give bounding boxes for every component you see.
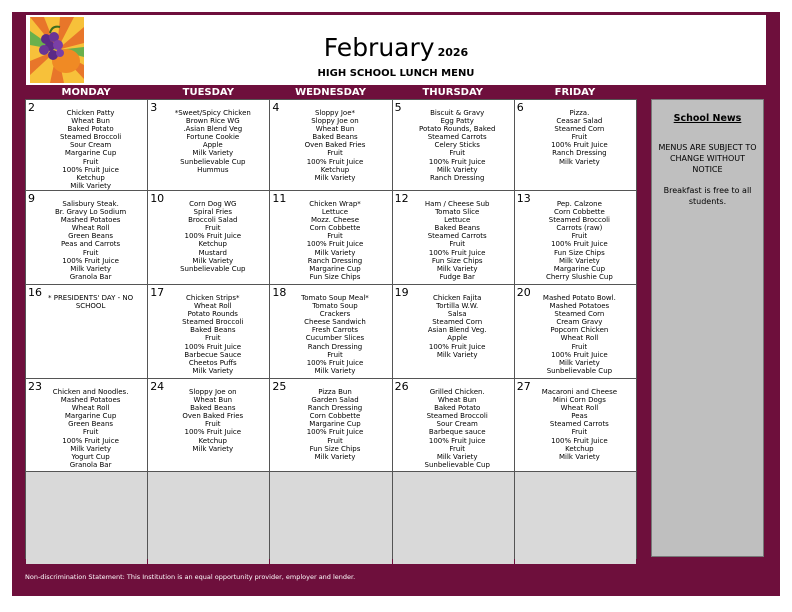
menu-item: Milk Variety: [70, 444, 111, 453]
menu-item: 100% Fruit Juice: [306, 240, 364, 249]
menu-item: Margarine Cup: [553, 264, 606, 273]
menu-item: Sour Cream: [69, 141, 112, 150]
menu-item: 100% Fruit Juice: [62, 165, 119, 174]
menu-list: [36, 388, 145, 469]
menu-item: Ranch Dressing: [307, 404, 363, 413]
menu-list: [280, 294, 389, 375]
menu-item: Pizza Bun: [318, 388, 352, 396]
menu-item: Steamed Broccoli: [548, 216, 611, 225]
menu-item: Sunbelievable Cup: [546, 366, 613, 375]
menu-item: Ranch Dressing: [307, 342, 363, 351]
menu-item: 100% Fruit Juice: [428, 342, 486, 351]
menu-list: [158, 109, 267, 174]
menu-item: 100% Fruit Juice: [428, 157, 486, 166]
menu-item: Margarine Cup: [64, 149, 117, 158]
day-number: 13: [516, 192, 531, 205]
day-cell: [270, 100, 391, 190]
menu-item: Crackers: [319, 310, 351, 319]
day-number: 11: [272, 192, 287, 205]
menu-item: Wheat Bun: [193, 396, 233, 405]
day-cell: [393, 379, 514, 471]
menu-item: Ranch Dressing: [429, 173, 485, 182]
menu-item: Fresh Carrots: [311, 326, 359, 335]
menu-item: Fruit: [82, 157, 99, 166]
day-number: 2: [28, 101, 35, 114]
menu-item: Mashed Potatoes: [60, 216, 121, 225]
menu-item: Green Beans: [68, 420, 114, 429]
menu-item: Fun Size Chips: [309, 272, 361, 281]
menu-item: Ham / Cheese Sub: [424, 200, 490, 208]
menu-item: Steamed Carrots: [427, 133, 487, 142]
menu-item: Mashed Potatoes: [60, 396, 121, 405]
menu-item: Milk Variety: [314, 173, 356, 182]
menu-item: Oven Baked Fries: [304, 141, 366, 150]
menu-item: Wheat Bun: [71, 117, 110, 126]
menu-item: *Sweet/Spicy Chicken: [174, 109, 251, 117]
day-number: 24: [150, 380, 165, 393]
menu-item: Steamed Corn: [554, 125, 605, 134]
menu-item: Lettuce: [321, 208, 349, 217]
menu-item: Cherry Slushie Cup: [545, 272, 613, 281]
menu-item: Tortilla W.W.: [436, 302, 479, 311]
menu-list: [36, 109, 145, 190]
menu-item: Salisbury Steak.: [62, 200, 119, 208]
menu-item: Potato Rounds: [187, 310, 238, 319]
menu-list: [158, 388, 267, 453]
menu-item: Milk Variety: [70, 181, 111, 190]
menu-item: Milk Variety: [70, 264, 111, 273]
menu-item: Tomato Soup: [312, 302, 358, 311]
menu-item: Baked Potato: [434, 404, 481, 413]
menu-item: Milk Variety: [314, 366, 356, 375]
menu-item: Wheat Roll: [560, 404, 599, 413]
menu-item: 100% Fruit Juice: [306, 157, 364, 166]
news-title: School News: [673, 113, 742, 124]
day-number: 16: [28, 286, 42, 299]
day-cell: [26, 379, 147, 471]
menu-item: Wheat Bun: [437, 396, 477, 405]
menu-list: [525, 294, 634, 375]
menu-item: Fun Size Chips: [554, 248, 605, 257]
menu-item: Sour Cream: [436, 420, 478, 429]
menu-item: Mashed Potato Bowl.: [542, 294, 616, 302]
empty-day-cell: [393, 472, 514, 564]
day-cell: [515, 379, 636, 471]
menu-item: Yogurt Cup: [71, 452, 110, 461]
menu-item: Carrots (raw): [556, 224, 603, 233]
menu-item: Granola Bar: [69, 272, 112, 281]
menu-item: Milk Variety: [559, 358, 600, 367]
menu-item: Broccoli Salad: [188, 216, 238, 225]
menu-item: Fun Size Chips: [431, 256, 483, 265]
menu-item: Mini Corn Dogs: [552, 396, 606, 405]
menu-item: Fortune Cookie: [186, 133, 240, 142]
menu-item: Green Beans: [68, 232, 114, 241]
menu-item: Milk Variety: [559, 256, 600, 265]
menu-item: Corn Cobbette: [554, 208, 605, 217]
menu-item: Baked Beans: [434, 224, 480, 233]
day-cell: [515, 100, 636, 190]
menu-item: Steamed Broccoli: [426, 412, 488, 421]
menu-item: Chicken and Noodles.: [52, 388, 129, 396]
menu-item: Cheese Sandwich: [304, 318, 366, 327]
menu-item: SCHOOL: [75, 302, 106, 311]
menu-item: Milk Variety: [192, 444, 234, 453]
menu-item: Sloppy Joe*: [314, 109, 356, 117]
menu-item: Milk Variety: [559, 452, 600, 461]
menu-item: Oven Baked Fries: [182, 412, 244, 421]
menu-item: Wheat Roll: [193, 302, 232, 311]
day-number: 6: [516, 101, 524, 114]
menu-item: Cheetos Puffs: [188, 358, 237, 367]
menu-item: Sloppy Joe on: [311, 117, 359, 126]
menu-item: Fruit: [327, 232, 343, 241]
day-number: 25: [272, 380, 287, 393]
day-number: 19: [394, 286, 409, 299]
menu-item: Sunbelievable Cup: [424, 460, 490, 469]
menu-item: 100% Fruit Juice: [306, 428, 364, 437]
menu-item: Barbecue Sauce: [184, 350, 242, 359]
day-number: 5: [394, 101, 402, 114]
menu-item: Ketchup: [320, 165, 350, 174]
menu-item: Peas: [571, 412, 588, 421]
menu-item: Baked Beans: [190, 404, 236, 413]
menu-item: Ketchup: [198, 240, 228, 249]
day-cell: [148, 379, 269, 471]
day-number: 12: [394, 192, 409, 205]
menu-item: Fruit: [82, 428, 99, 437]
day-cell: [393, 285, 514, 378]
menu-list: [403, 109, 512, 182]
menu-item: Milk Variety: [559, 157, 600, 166]
empty-day-cell: [148, 472, 269, 564]
menu-item: Chicken Patty: [66, 109, 115, 117]
menu-item: Brown Rice WG: [185, 117, 240, 126]
menu-item: Milk Variety: [314, 248, 356, 257]
menu-item: Wheat Roll: [71, 404, 110, 413]
day-number: 18: [272, 286, 287, 299]
menu-item: Apple: [447, 334, 468, 343]
menu-item: Corn Dog WG: [189, 200, 237, 208]
menu-item: 100% Fruit Juice: [184, 428, 242, 437]
day-number: 27: [516, 380, 531, 393]
weekday-header: [25, 87, 636, 99]
menu-item: Ranch Dressing: [307, 256, 363, 265]
menu-item: Fruit: [205, 224, 221, 233]
title-year: 2026: [437, 46, 469, 59]
menu-item: Fruit: [449, 240, 465, 249]
day-number: 3: [150, 101, 158, 114]
menu-item: 100% Fruit Juice: [428, 436, 486, 445]
menu-item: Fruit: [82, 248, 99, 257]
menu-item: Ceasar Salad: [556, 117, 603, 126]
day-cell: [270, 285, 391, 378]
menu-item: 100% Fruit Juice: [184, 232, 242, 241]
menu-item: Baked Beans: [312, 133, 358, 142]
menu-item: Milk Variety: [192, 149, 234, 158]
menu-item: Steamed Broccoli: [59, 133, 122, 142]
menu-item: Tomato Soup Meal*: [301, 294, 369, 302]
title-month: February: [323, 33, 435, 62]
menu-item: Fruit: [571, 428, 588, 437]
menu-list: [158, 294, 267, 375]
day-cell: [26, 100, 147, 190]
menu-item: Steamed Carrots: [427, 232, 487, 241]
menu-item: Mozz. Cheese: [310, 216, 359, 225]
menu-item: Cream Gravy: [556, 318, 603, 327]
menu-item: Chicken Wrap*: [309, 200, 361, 208]
empty-day-cell: [270, 472, 391, 564]
day-number: 9: [28, 192, 35, 205]
menu-item: Fruit: [327, 436, 343, 445]
day-cell: [148, 191, 269, 284]
menu-item: Br. Gravy Lo Sodium: [54, 208, 127, 217]
day-number: 20: [516, 286, 531, 299]
menu-item: Fruit: [327, 350, 343, 359]
menu-item: Asian Blend Veg.: [427, 326, 487, 335]
menu-item: Peas and Carrots: [61, 240, 121, 249]
menu-list: [280, 109, 389, 182]
menu-item: Fruit: [327, 149, 343, 158]
menu-list: [403, 294, 512, 359]
day-wednesday: WEDNESDAY: [295, 87, 366, 98]
menu-item: Chicken Strips*: [186, 294, 240, 302]
menu-item: Baked Beans: [190, 326, 236, 335]
menu-item: Potato Rounds, Baked: [418, 125, 496, 134]
menu-item: 100% Fruit Juice: [551, 436, 608, 445]
day-cell: [148, 100, 269, 190]
menu-item: Chicken Fajita: [432, 294, 482, 302]
menu-item: Cucumber Slices: [305, 334, 365, 343]
news-notice: MENUS ARE SUBJECT TO CHANGE WITHOUT NOTICE: [658, 143, 757, 174]
menu-item: Milk Variety: [436, 264, 478, 273]
menu-item: 100% Fruit Juice: [306, 358, 364, 367]
day-number: 10: [150, 192, 165, 205]
day-cell: [270, 191, 391, 284]
menu-item: Biscuit & Gravy: [430, 109, 485, 117]
menu-item: Fruit: [571, 133, 588, 142]
menu-item: Sunbelievable Cup: [180, 264, 246, 273]
menu-item: Wheat Roll: [560, 334, 599, 343]
menu-item: Steamed Carrots: [549, 420, 609, 429]
news-breakfast: Breakfast is free to all students.: [663, 186, 752, 206]
menu-item: Garden Salad: [311, 396, 359, 405]
menu-item: Sloppy Joe on: [189, 388, 237, 396]
menu-item: 100% Fruit Juice: [62, 256, 119, 265]
day-cell: [393, 100, 514, 190]
page-title: [0, 33, 792, 62]
calendar-grid: [25, 99, 637, 559]
menu-item: 100% Fruit Juice: [62, 436, 119, 445]
menu-list: [280, 200, 389, 281]
menu-item: .Asian Blend Veg: [183, 125, 243, 134]
menu-item: Tomato Slice: [435, 208, 480, 217]
menu-item: Mashed Potatoes: [549, 302, 610, 311]
menu-item: Milk Variety: [192, 366, 234, 375]
menu-item: Fruit: [449, 149, 465, 158]
day-number: 17: [150, 286, 165, 299]
menu-item: Celery Sticks: [434, 141, 480, 150]
menu-item: 100% Fruit Juice: [184, 342, 242, 351]
day-cell: [26, 191, 147, 284]
day-cell: [26, 285, 147, 378]
day-number: 23: [28, 380, 42, 393]
menu-item: Fruit: [571, 342, 588, 351]
menu-item: Barbeque sauce: [428, 428, 486, 437]
menu-item: Wheat Roll: [71, 224, 110, 233]
menu-item: Milk Variety: [436, 165, 478, 174]
menu-list: [403, 388, 512, 469]
menu-item: Pizza.: [569, 109, 590, 117]
menu-item: Fruit: [205, 420, 221, 429]
menu-item: Milk Variety: [436, 452, 478, 461]
school-news-panel: [651, 99, 764, 557]
menu-list: [525, 200, 634, 281]
menu-item: Steamed Corn: [432, 318, 483, 327]
empty-day-cell: [515, 472, 636, 564]
menu-item: Wheat Bun: [315, 125, 355, 134]
menu-item: Margarine Cup: [309, 264, 361, 273]
menu-item: Fun Size Chips: [309, 444, 361, 453]
menu-item: Pep. Calzone: [556, 200, 602, 208]
menu-item: Ketchup: [76, 173, 105, 182]
menu-list: [403, 200, 512, 281]
day-friday: FRIDAY: [554, 87, 596, 98]
menu-item: Macaroni and Cheese: [541, 388, 618, 396]
menu-item: Milk Variety: [436, 350, 478, 359]
day-number: 26: [394, 380, 409, 393]
menu-item: Salsa: [447, 310, 467, 319]
menu-item: * PRESIDENTS' DAY - NO: [48, 294, 134, 302]
menu-item: Egg Patty: [440, 117, 474, 126]
menu-list: [36, 294, 145, 310]
day-number: 4: [272, 101, 280, 114]
menu-item: Milk Variety: [192, 256, 234, 265]
menu-item: Corn Cobbette: [309, 412, 361, 421]
menu-list: [525, 109, 634, 166]
menu-list: [36, 200, 145, 281]
menu-item: Margarine Cup: [309, 420, 361, 429]
menu-item: Popcorn Chicken: [550, 326, 609, 335]
page-subtitle: HIGH SCHOOL LUNCH MENU: [317, 68, 475, 79]
day-thursday: THURSDAY: [422, 87, 483, 98]
menu-item: Baked Potato: [67, 125, 114, 134]
day-monday: MONDAY: [61, 87, 111, 98]
menu-item: Spiral Fries: [193, 208, 233, 217]
menu-item: 100% Fruit Juice: [428, 248, 486, 257]
menu-item: 100% Fruit Juice: [551, 240, 608, 249]
menu-item: Hummus: [197, 165, 229, 174]
menu-item: Margarine Cup: [64, 412, 117, 421]
menu-item: Steamed Corn: [554, 310, 605, 319]
menu-item: Milk Variety: [314, 452, 356, 461]
day-cell: [393, 191, 514, 284]
menu-item: 100% Fruit Juice: [551, 141, 608, 150]
menu-item: Sunbelievable Cup: [180, 157, 246, 166]
menu-item: Lettuce: [444, 216, 471, 225]
menu-item: Corn Cobbette: [309, 224, 361, 233]
menu-item: Fruit: [571, 232, 588, 241]
footer-statement: Non-discrimination Statement: This Institution is an equal opportunity provider, employer and lender.: [25, 573, 356, 581]
menu-item: Ranch Dressing: [552, 149, 607, 158]
menu-item: Mustard: [198, 248, 227, 257]
day-cell: [148, 285, 269, 378]
day-tuesday: TUESDAY: [182, 87, 234, 98]
day-cell: [270, 379, 391, 471]
menu-item: Ketchup: [565, 444, 594, 453]
menu-item: Steamed Broccoli: [182, 318, 244, 327]
menu-item: Granola Bar: [69, 460, 112, 469]
menu-list: [158, 200, 267, 273]
menu-item: Fruit: [449, 444, 465, 453]
menu-item: Fruit: [205, 334, 221, 343]
menu-item: Grilled Chicken.: [429, 388, 485, 396]
menu-list: [280, 388, 389, 461]
day-cell: [515, 191, 636, 284]
menu-item: 100% Fruit Juice: [551, 350, 608, 359]
empty-day-cell: [26, 472, 147, 564]
day-cell: [515, 285, 636, 378]
menu-list: [525, 388, 634, 461]
menu-item: Apple: [202, 141, 223, 150]
menu-item: Fudge Bar: [439, 272, 475, 281]
menu-item: Ketchup: [198, 436, 228, 445]
